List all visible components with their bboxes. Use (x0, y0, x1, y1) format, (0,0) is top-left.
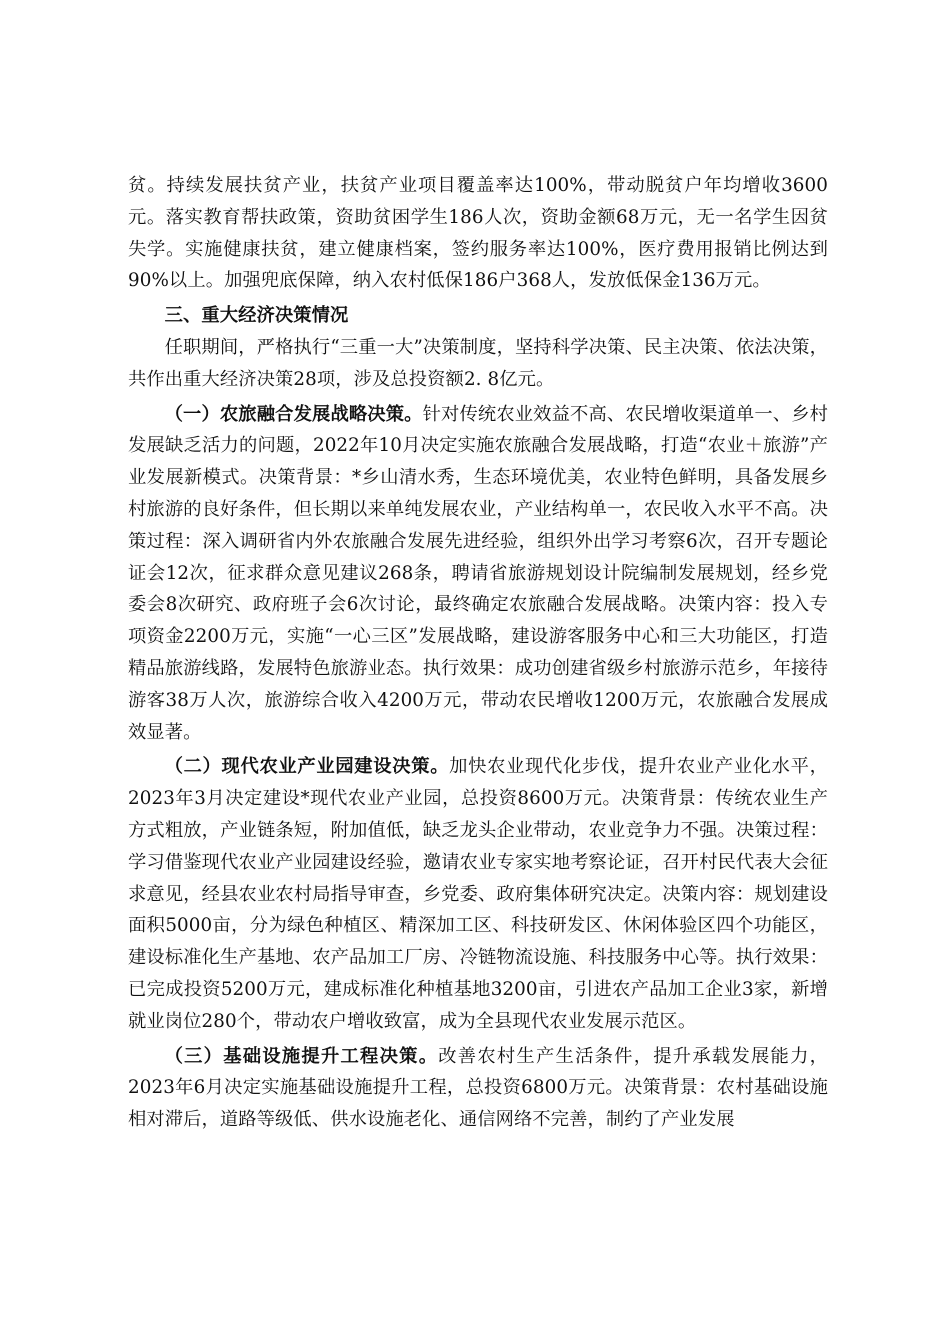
paragraph-poverty-alleviation: 贫。持续发展扶贫产业，扶贫产业项目覆盖率达100%，带动脱贫户年均增收3600元。落实教育帮扶政策，资助贫困学生186人次，资助金额68万元，无一名学生因贫失学。实施健康扶贫，建立健康档案，签约服务率达100%，医疗费用报销比例达到90%以上。加强兜底保障，纳入农村低保186户368人，发放低保金136万元。 (128, 175, 828, 292)
item-agri-park-body: 加快农业现代化步伐，提升农业产业化水平，2023年3月决定建设*现代农业产业园，总投资8600万元。决策背景：传统农业生产方式粗放，产业链条短，附加值低，缺乏龙头企业带动，农业竞争力不强。决策过程：学习借鉴现代农业产业园建设经验，邀请农业专家实地考察论证，召开村民代表大会征求意见，经县农业农村局指导审查，乡党委、政府集体研究决定。决策内容：规划建设面积5000亩，分为绿色种植区、精深加工区、科技研发区、休闲体验区四个功能区，建设标准化生产基地、农产品加工厂房、冷链物流设施、科技服务中心等。执行效果：已完成投资5200万元，建成标准化种植基地3200亩，引进农产品加工企业3家，新增就业岗位280个，带动农户增收致富，成为全县现代农业发展示范区。 (128, 756, 829, 1032)
document-page (128, 170, 828, 1136)
item-infrastructure-title: （三）基础设施提升工程决策。 (164, 1045, 439, 1067)
item-agritourism-body: 针对传统农业效益不高、农民增收渠道单一、乡村发展缺乏活力的问题，2022年10月决定实施农旅融合发展战略，打造“农业＋旅游”产业发展新模式。决策背景：*乡山清水秀，生态环境优美，农业特色鲜明，具备发展乡村旅游的良好条件，但长期以来单纯发展农业，产业结构单一，农民收入水平不高。决策过程：深入调研省内外农旅融合发展先进经验，组织外出学习考察6次，召开专题论证会12次，征求群众意见建议268条，聘请省旅游规划设计院编制发展规划，经乡党委会8次研究、政府班子会6次讨论，最终确定农旅融合发展战略。决策内容：投入专项资金2200万元，实施“一心三区”发展战略，建设游客服务中心和三大功能区，打造精品旅游线路，发展特色旅游业态。执行效果：成功创建省级乡村旅游示范乡，年接待游客38万人次，旅游综合收入4200万元，带动农民增收1200万元，农旅融合发展成效显著。 (128, 403, 828, 743)
item-agritourism-title: （一）农旅融合发展战略决策。 (164, 403, 423, 425)
paragraph-decision-overview: 任职期间，严格执行“三重一大”决策制度，坚持科学决策、民主决策、依法决策，共作出重大经济决策28项，涉及总投资额2. 8亿元。 (128, 336, 828, 390)
item-agri-park-title: （二）现代农业产业园建设决策。 (164, 756, 450, 778)
item-infrastructure-body: 改善农村生产生活条件，提升承载发展能力，2023年6月决定实施基础设施提升工程，总投资6800万元。决策背景：农村基础设施相对滞后，道路等级低、供水设施老化、通信网络不完善，制约了产业发展 (128, 1045, 829, 1131)
section-heading-major-economic-decisions: 三、重大经济决策情况 (164, 305, 349, 327)
item-infrastructure-upgrade (128, 1041, 828, 1136)
item-agritourism-strategy (128, 399, 828, 749)
item-modern-agri-park (128, 751, 828, 1037)
